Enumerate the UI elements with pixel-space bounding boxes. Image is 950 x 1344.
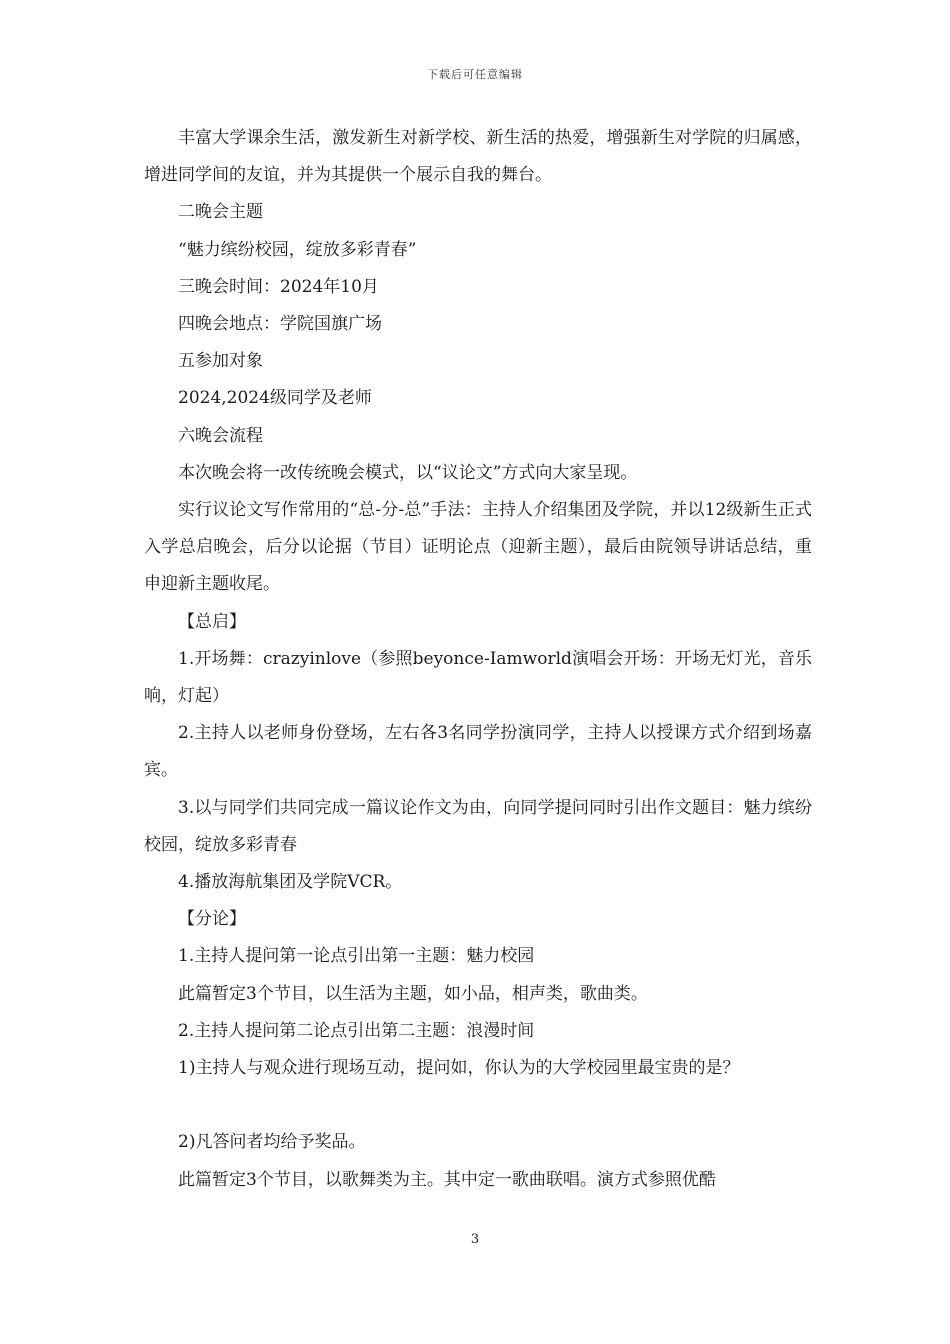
section-heading-location: 四晚会地点：学院国旗广场 — [178, 314, 382, 335]
section-heading-participants: 五参加对象 — [178, 351, 263, 372]
paragraph-intro: 丰富大学课余生活，激发新生对新学校、新生活的热爱，增强新生对学院的归属感，增进同学间的友谊，并为其提供一个展示自我的舞台。 — [144, 128, 812, 186]
process-intro: 本次晚会将一改传统晚会模式，以“议论文”方式向大家呈现。 — [178, 462, 638, 483]
argument-item-1-note: 此篇暂定3个节目，以生活为主题，如小品，相声类，歌曲类。 — [178, 983, 648, 1004]
argument-item-2-note: 此篇暂定3个节目，以歌舞类为主。其中定一歌曲联唱。演方式参照优酷 — [178, 1169, 716, 1190]
document-body — [144, 120, 812, 1199]
section-heading-time: 三晚会时间：2024年10月 — [178, 276, 379, 297]
opening-item-4: 4.播放海航集团及学院VCR。 — [178, 872, 403, 893]
page-number: 3 — [470, 1232, 480, 1247]
section-heading-process: 六晚会流程 — [178, 425, 263, 446]
page-header-note: 下载后可任意编辑 — [427, 68, 523, 81]
theme-slogan: “魅力缤纷校园，绽放多彩青春” — [178, 239, 417, 260]
argument-item-2-sub-1: 1)主持人与观众进行现场互动，提问如，你认为的大学校园里最宝贵的是？ — [178, 1058, 740, 1079]
argument-item-1: 1.主持人提问第一论点引出第一主题：魅力校园 — [178, 946, 535, 967]
subheading-opening: 【总启】 — [178, 611, 246, 632]
opening-item-3: 3.以与同学们共同完成一篇议论作文为由，向同学提问同时引出作文题目：魅力缤纷校园，绽放多彩青春 — [144, 797, 812, 855]
section-heading-theme: 二晚会主题 — [178, 202, 263, 223]
subheading-sub-arguments: 【分论】 — [178, 909, 246, 930]
process-method: 实行议论文写作常用的“总-分-总”手法：主持人介绍集团及学院，并以12级新生正式入学总启晚会，后分以论据（节目）证明论点（迎新主题），最后由院领导讲话总结，重申迎新主题收尾。 — [144, 500, 812, 595]
blank-line — [144, 1087, 812, 1124]
participants-text: 2024,2024级同学及老师 — [178, 388, 372, 409]
opening-item-2: 2.主持人以老师身份登场，左右各3名同学扮演同学，主持人以授课方式介绍到场嘉宾。 — [144, 723, 812, 781]
opening-item-1: 1.开场舞：crazyinlove（参照beyonce-Iamworld演唱会开场：开场无灯光，音乐响，灯起） — [144, 648, 812, 707]
argument-item-2-sub-2: 2)凡答问者均给予奖品。 — [178, 1132, 366, 1153]
argument-item-2: 2.主持人提问第二论点引出第二主题：浪漫时间 — [178, 1020, 535, 1041]
